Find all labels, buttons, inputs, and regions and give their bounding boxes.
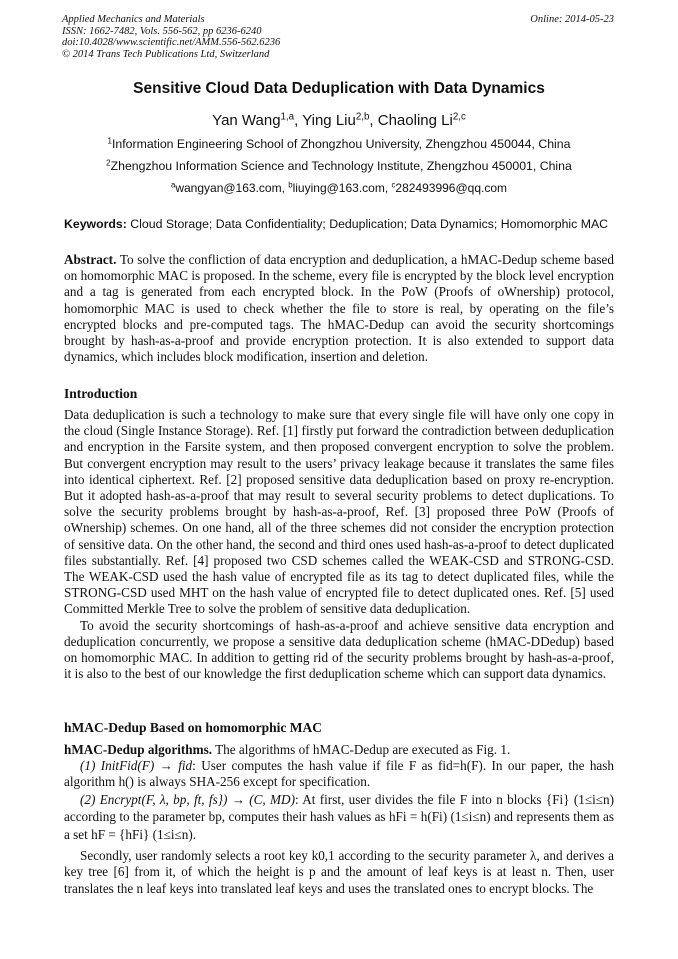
algorithm-formula: (2) Encrypt(F, λ, bp, ft, fs}) → (C, MD) — [80, 791, 295, 807]
affiliation-sup: 1 — [107, 136, 112, 146]
keywords-label: Keywords: — [64, 217, 127, 231]
keywords — [64, 217, 616, 231]
section-heading-introduction: Introduction — [64, 386, 138, 401]
algorithm-item — [64, 791, 614, 844]
paper-title: Sensitive Cloud Data Deduplication with Data Dynamics — [133, 80, 545, 97]
affiliation-text: Information Engineering School of Zhongzhou University, Zhengzhou 450044, China — [111, 137, 571, 151]
keywords-text: Cloud Storage; Data Confidentiality; Deduplication; Data Dynamics; Homomorphic MAC — [130, 217, 609, 231]
author-name: Chaoling Li — [377, 112, 453, 129]
journal-name: Applied Mechanics and Materials — [62, 14, 205, 25]
email[interactable]: 282493996@qq.com — [395, 181, 508, 195]
author-name: Ying Liu — [302, 112, 356, 129]
body-paragraph: Secondly, user randomly selects a root key k0,1 according to the security parameter λ, and derives a key tree [6] from it, of which the height is p and the amount of leaf keys is at least n. Then, user translates the n leaf keys into translated leaf keys and uses the translated ones to encrypt blocks. The — [64, 848, 614, 896]
journal-doi: doi:10.4028/www.scientific.net/AMM.556-562.6236 — [62, 37, 281, 49]
algorithm-item — [64, 758, 614, 790]
email-sup: b — [288, 180, 293, 190]
section-heading-hmac: hMAC-Dedup Based on homomorphic MAC — [64, 720, 323, 735]
author-list: Yan Wang$^{1,a}$, Ying Liu$^{2,b}$, Chaoling Li$^{2,c}$ — [212, 111, 466, 129]
algorithm-text: : User computes the hash value if file F as fid=h(F). In our paper, the hash algorithm h() is always SHA-256 except for specification. — [64, 758, 614, 790]
affiliation-sup: 2 — [106, 158, 111, 168]
author-name: Yan Wang — [212, 112, 281, 129]
subsection-text: The algorithms of hMAC-Dedup are executed as Fig. 1. — [215, 742, 511, 757]
algorithm-formula: (1) InitFid(F) → fid — [80, 758, 193, 774]
email[interactable]: liuying@163.com — [292, 181, 385, 195]
introduction-body — [64, 407, 614, 682]
subsection-label: hMAC-Dedup algorithms. — [64, 742, 212, 757]
email-sup: c — [391, 180, 396, 190]
affiliation — [0, 159, 678, 173]
email-list: $^a$wangyan@163.com, $^b$liuying@163.com, $^c$282493996@qq.com — [170, 180, 508, 195]
email-sup: a — [170, 180, 176, 190]
affiliation-text: Zhengzhou Information Science and Technology Institute, Zhengzhou 450001, China — [110, 159, 572, 173]
subsection-line — [64, 742, 614, 758]
abstract-label: Abstract. — [64, 252, 117, 267]
author-sup: 2,c — [452, 111, 466, 123]
affiliation — [0, 137, 678, 151]
abstract — [64, 252, 614, 365]
author-sup: 1,a — [280, 111, 295, 123]
intro-paragraph: Data deduplication is such a technology to make sure that every single file will have only one copy in the cloud (Single Instance Storage). Ref. [1] firstly put forward the contradiction between deduplication and encryption in the Farsite system, and then proposed convergent encryption to solve the problem. But convergent encryption may result to the users’ privacy leakage because it translates the same files into identical ciphertext. Ref. [2] proposed sensitive data deduplication based on proxy re-encryption. But it adopted hash-as-a-proof that may result to several security problems to detect duplications. To solve the security problems brought by hash-as-a-proof, Ref. [3] proposed three PoW (Proofs of oWnership) schemes. On one hand, all of the three schemes did not consider the encryption protection of sensitive data. On the other hand, the second and third ones used hash-as-a-proof to detect duplicated files substantially. Ref. [4] proposed two CSD schemes called the WEAK-CSD and STRONG-CSD. The WEAK-CSD used the hash value of encrypted file as its tag to detect duplicated files, while the STRONG-CSD used MHT on the hash value of encrypted file to detect duplicated ones. Ref. [5] used Committed Merkle Tree to solve the problem of sensitive data deduplication. — [64, 407, 614, 617]
intro-paragraph: To avoid the security shortcomings of hash-as-a-proof and achieve sensitive data encryption and deduplication concurrently, we propose a sensitive data deduplication scheme (hMAC-DDedup) based on homomorphic MAC. In addition to getting rid of the security problems brought by hash-as-a-proof, it is also to the best of our knowledge the first deduplication scheme which can support data dynamics. — [64, 617, 614, 682]
author-sup: 2,b — [355, 111, 370, 123]
email[interactable]: wangyan@163.com — [175, 181, 282, 195]
journal-header — [62, 14, 280, 60]
journal-issn: ISSN: 1662-7482, Vols. 556-562, pp 6236-6240 — [62, 25, 262, 37]
online-date: Online: 2014-05-23 — [530, 14, 614, 25]
algorithm-text: : At first, user divides the file F into n blocks {Fi} (1≤i≤n) according to the parameter bp, computes their hash values as hFi = h(Fi) (1≤i≤n) and represents them as a set hF = {hFi} (1≤i≤n). — [64, 791, 614, 842]
journal-copyright: © 2014 Trans Tech Publications Ltd, Switzerland — [62, 48, 270, 60]
abstract-text: To solve the confliction of data encryption and deduplication, a hMAC-Dedup scheme based on homomorphic MAC is proposed. In the scheme, every file is encrypted by the block level encryption and a tag is generated from each encrypted block. In the PoW (Proofs of oWnership) protocol, homomorphic MAC is used to check whether the file to store is real, by operating on the file’s encrypted blocks and pre-computed tags. The hMAC-Dedup can avoid the security shortcomings brought by hash-as-a-proof and provide encryption protection. It is also extended to support data dynamics, which includes block modification, insertion and deletion. — [64, 252, 614, 365]
section2-body — [64, 742, 614, 897]
